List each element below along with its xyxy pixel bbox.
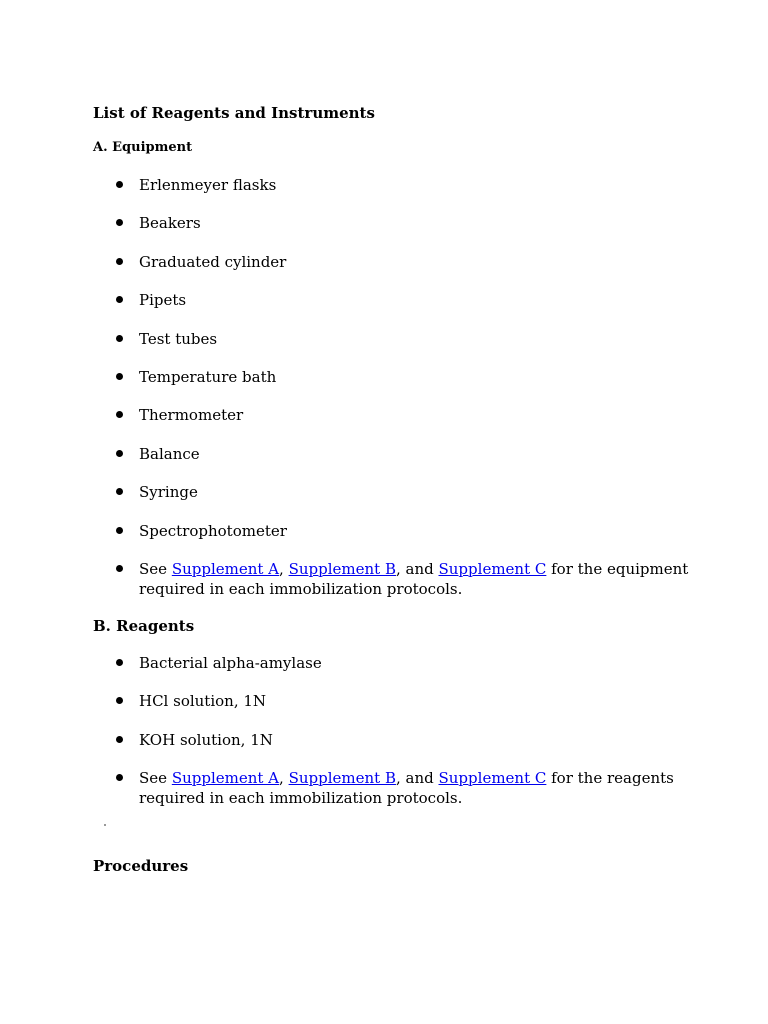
list-item-text: Thermometer [139,406,244,424]
bullet-icon [116,219,123,226]
bullet-icon [116,373,123,380]
list-item-text: HCl solution, 1N [139,692,267,710]
supplement-a-link[interactable]: Supplement A [171,560,280,578]
bullet-icon [116,565,123,572]
supplement-c-link[interactable]: Supplement C [438,560,547,578]
list-item-text [139,559,689,599]
bullet-icon [116,258,123,265]
list-item-text: Temperature bath [139,368,277,386]
list-item-text: Syringe [139,483,198,501]
bullet-icon [116,335,123,342]
procedures-heading: Procedures [93,857,189,875]
see-line-2: required in each immobilization protocols. [139,580,463,598]
separator: , [279,769,289,787]
list-item-text: Erlenmeyer flasks [139,176,277,194]
bullet-icon [116,450,123,457]
list-item-text: Spectrophotometer [139,522,287,540]
see-suffix: for the equipment [546,560,689,578]
bullet-icon [116,659,123,666]
separator: , and [395,769,439,787]
bullet-icon [116,411,123,418]
list-item-text: Test tubes [139,330,218,348]
bullet-icon [116,296,123,303]
separator: , and [395,560,439,578]
see-line-2: required in each immobilization protocols. [139,789,463,807]
bullet-icon [116,488,123,495]
separator: , [279,560,289,578]
section-b-heading: B. Reagents [93,617,195,635]
supplement-b-link[interactable]: Supplement B [288,769,396,787]
see-prefix: See [139,769,172,787]
document-title: List of Reagents and Instruments [93,104,375,122]
list-item-text: Beakers [139,214,201,232]
bullet-icon [116,697,123,704]
supplement-c-link[interactable]: Supplement C [438,769,547,787]
bullet-icon [116,181,123,188]
bullet-icon [116,736,123,743]
stray-mark [104,824,106,826]
bullet-icon [116,527,123,534]
supplement-a-link[interactable]: Supplement A [171,769,280,787]
see-suffix: for the reagents [546,769,674,787]
list-item-text: Graduated cylinder [139,253,287,271]
bullet-icon [116,774,123,781]
list-item-text: Balance [139,445,200,463]
supplement-b-link[interactable]: Supplement B [288,560,396,578]
list-item-text: Pipets [139,291,187,309]
list-item-text [139,768,674,808]
list-item-text: KOH solution, 1N [139,731,273,749]
section-a-heading: A. Equipment [93,140,193,155]
list-item-text: Bacterial alpha-amylase [139,654,322,672]
see-prefix: See [139,560,172,578]
